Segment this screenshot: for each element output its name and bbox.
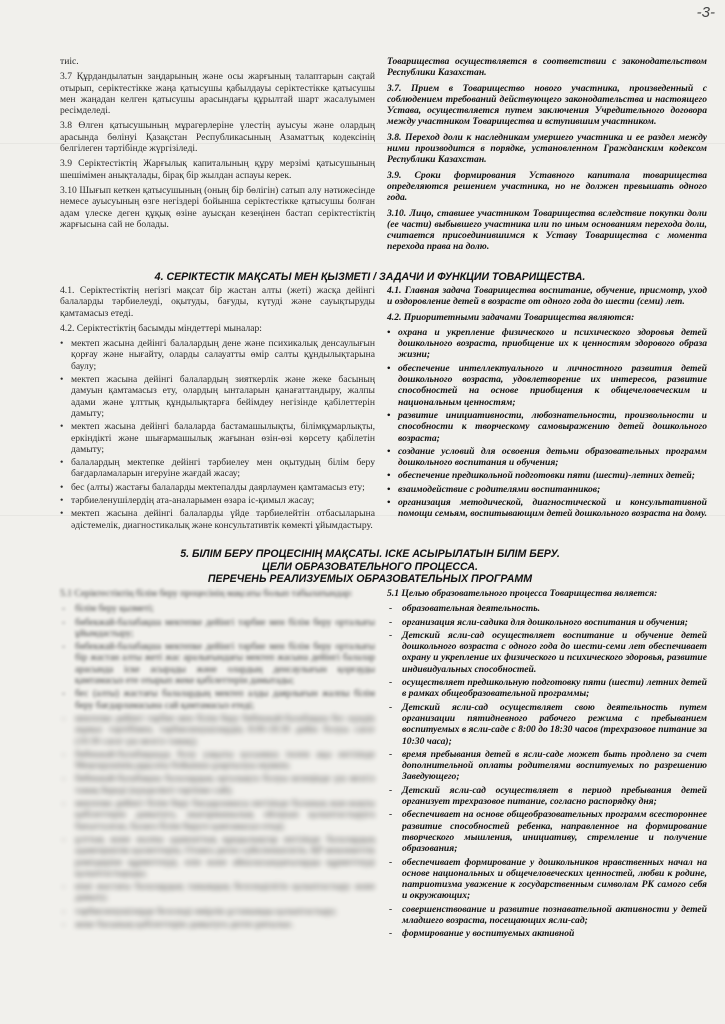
list-item: • мектеп жасына дейінгі балалардың дене және психикалық денсаулығын қорғау және нығайту, оларды салауатты өмір салты құндылықтарына баулу; — [60, 338, 375, 372]
paragraph-3-7-kk: 3.7 Құрдандылатын заңдарының және осы жарғының талаптарын сақтай отырып, серіктестікке жаңа қатысушы қабылдауы серіктестікке қатысушы мен жаңадан келген қатысушы арасындағы құрылтай шарт жасалуымен ресімделеді. — [60, 71, 375, 117]
blurred-region-top — [60, 588, 375, 711]
list-item: • обеспечение предшкольной подготовки пяти (шести)-летних детей; — [387, 470, 707, 481]
paragraph-5-1-kk: 5.1 Серіктестіктің білім беру процесінің мақсаты болып табылатындар: — [60, 588, 353, 599]
paragraph-3-9-ru: 3.9. Сроки формирования Уставного капитала товарищества определяются решением участника, но не должен превышать одного года. — [387, 169, 707, 204]
list-item: - бес (алты) жастағы балалардың мектеп алды даярлығын жалпы білім беру бағдарламасына сай қамтамасыз етеді; — [60, 688, 375, 711]
paragraph-4-2-kk: 4.2. Серіктестіктің басымды міндеттері мыналар: — [60, 322, 262, 334]
paragraph-3-8-kk: 3.8 Өлген қатысушының мұрагерлеріне үлестің ауысуы және олардың арасында бөлінуі Қазақстан Республикасының Азаматтық кодексінің белгілеген тәртібінде жүргізіледі. — [60, 120, 375, 155]
list-item: • создание условий для освоения детьми образовательных программ дошкольного воспитания и обучения; — [387, 446, 707, 469]
list-item: • взаимодействие с родителями воспитанников; — [387, 484, 707, 495]
task-list-kk — [60, 338, 375, 531]
list-item: • мектеп жасына дейінгі балаларда бастамашылықты, білімқұмарлықты, еркіндікті және шығармашылық жағынан өзін-өзі көрсету қабілетін дамыту; — [60, 421, 375, 455]
list-item: • тәрбиеленушілердің ата-аналарымен өзара іс-қимыл жасау; — [60, 495, 375, 506]
list-item: - бөбекжай-балабақша мектепке дейінгі тәрбие мен білім беру орталығы бір жастан алты жеті жас аралығындағы мектеп жасына дейінгі балалар арасында іске асырады және олардың денсаулығын қорғауды қамтамасыз ете отырып жеке қабілеттерін дамытады; — [60, 641, 375, 686]
list-item: - Детский ясли-сад осуществляет свою деятельность путем организации пятидневного рабочего режима с пребыванием воспитуемых в ясли-саде с 8:00 до 18:30 часов (трехразовое питание за 10:30 часа); — [387, 702, 707, 747]
list-item: - совершенствование и развитие познавательной активности у детей младшего возраста, посещающих ясли-сад; — [387, 904, 707, 927]
list-item: - образовательная деятельность. — [387, 603, 707, 614]
section-4-kazakh-column — [60, 285, 375, 533]
section-5-russian-column — [387, 588, 707, 942]
list-item: • развитие инициативности, любознательности, произвольности и способности к творческому самовыражению детей дошкольного возраста; — [387, 410, 707, 444]
list-item: - тәрбиеленушілерде белсенді өмірлік ұстанымды қалыптастыру; — [60, 906, 375, 917]
task-list-ru — [387, 327, 707, 520]
list-item: - мектепке дейінгі білім беру бағдарламасы негізінде баланың жан-жақты қабілеттерін дамытуға, шығармашылық ойлауын қалыптастыруға бағытталған, балаға білім беруге қамтамасыз етеді; — [60, 798, 375, 832]
page-number: -3- — [696, 4, 715, 21]
paragraph-3-7-ru: 3.7. Прием в Товарищество нового участника, произведенный с соблюдением требований действующего законодательства и настоящего Устава, осуществляется путем заключения Учредительного договора между участником Товарищества и вступившим участником. — [387, 82, 707, 128]
list-item: - осуществляет предшкольную подготовку пяти (шести) летних детей в рамках общеобразовательной программы; — [387, 677, 707, 700]
paragraph-3-8-ru: 3.8. Переход доли к наследникам умершего участника и ее раздел между ними производится в порядке, установленном Гражданским кодексом Республики Казахстан. — [387, 131, 707, 166]
paragraph-5-1-ru: 5.1 Целью образовательного процесса Товарищества является: — [387, 588, 658, 599]
list-item: - обеспечивает формирование у дошкольников нравственных начал на основе национальных и общечеловеческих ценностей, любви к родине, патриотизма уважение к государственным символам РК самого себя и окружающих; — [387, 857, 707, 902]
paragraph-4-2-ru: 4.2. Приоритетными задачами Товарищества являются: — [387, 311, 635, 323]
list-item: - время пребывания детей в ясли-саде может быть продлено за счет дополнительной оплаты родителями воспитуемых по разрешению Заведующего; — [387, 749, 707, 783]
list-item: • мектеп жасына дейінгі балалардың зияткерлік және жеке басының дамуын қамтамасыз ету, олардың ынталарын қанағаттандыру, жалпы адами және ұлттық құндылықтарға бейімдеу негізінде қабілеттерін дамыту; — [60, 374, 375, 419]
list-item: - мектепке дейінгі тәрбие мен білім беру бөбекжай-балабақша бес күндік жұмыс тәртібімен, тәрбиеленушілердің 8:00-18:30 дейін болуы сағат (10:30 сағат үш мезгіл тамақ); — [60, 713, 375, 747]
paragraph-3-10-kk: 3.10 Шығып кеткен қатысушының (оның бір бөлігін) сатып алу нәтижесінде немесе ауысуының өзге негіздері бойынша серіктестікке қатысушы болған адам үлеске деген құқық өзіне ауысқан кезеңінен бастап серіктестіктің жарғысына сай не болады. — [60, 184, 375, 230]
list-item: - білім беру қызметі; — [60, 603, 375, 614]
upper-kazakh-column — [60, 56, 375, 234]
paragraph-4-1-ru: 4.1. Главная задача Товарищества воспитание, обучение, присмотр, уход и оздоровление детей в возрасте от одного года до шести (семи) лет. — [387, 285, 707, 308]
section-5-heading-line-1: 5. БІЛІМ БЕРУ ПРОЦЕСІНІҢ МАҚСАТЫ. ІСКЕ АСЫРЫЛАТЫН БІЛІМ БЕРУ. — [180, 548, 560, 560]
paragraph-4-1-kk: 4.1. Серіктестіктің негізгі мақсат бір жастан алты (жеті) жасқа дейінгі балаларды тәрбиелеуді, оқытуды, бағуды, күтуді және сауықтыруды қамтамасыз етеді. — [60, 285, 375, 319]
list-item: • балалардың мектепке дейінгі тәрбиелеу мен оқытудың білім беру бағдарламаларын игеруіне жағдай жасау; — [60, 457, 375, 480]
section-4-russian-column — [387, 285, 707, 522]
blurred-region-bottom — [60, 713, 375, 930]
goal-list-ru — [387, 603, 707, 939]
list-item: • обеспечение интеллектуального и личностного развития детей дошкольного возраста, удовлетворение их интересов, развитие способностей на основе приобщения к общечеловеческим и национальным ценностям; — [387, 363, 707, 408]
paragraph-3-10-ru: 3.10. Лицо, ставшее участником Товарищества вследствие покупки доли (ее части) выбывшего участника или по иным основаниям перехода доли, считается присоединившимся к Уставу Товарищества с момента перехода права на долю. — [387, 207, 707, 253]
list-item: • мектеп жасына дейінгі балаларды үйде тәрбиелейтін отбасыларына әдістемелік, диагностикалық және консультативтік көмекті ұйымдастыру. — [60, 508, 375, 531]
paragraph: Товарищества осуществляется в соответствии с законодательством Республики Казахстан. — [387, 56, 707, 79]
list-item: • бес (алты) жастағы балаларды мектепалды даярлаумен қамтамасыз ету; — [60, 482, 375, 493]
list-item: - ұлттық және жалпы адамзаттық құндылықтар негізінде балалардың адамгершілік қасиеттерін, Отанға деген сүйіспеншілігін, ҚР мемлекеттік рәміздеріне құрметтеуді, өзін және айналасындағыларды құрметтеуді қалыптастырады; — [60, 834, 375, 879]
section-5-heading-line-3: ПЕРЕЧЕНЬ РЕАЛИЗУЕМЫХ ОБРАЗОВАТЕЛЬНЫХ ПРОГРАММ — [207, 573, 533, 585]
list-item: • охрана и укрепление физического и психического здоровья детей дошкольного возраста, приобщение их к ценностям здорового образа жизни; — [387, 327, 707, 361]
goal-list-kk-top — [60, 603, 375, 711]
list-item: - формирование у воспитуемых активной — [387, 928, 707, 939]
section-5-heading — [30, 548, 710, 586]
section-5-kazakh-column — [60, 588, 375, 932]
list-item: - Детский ясли-сад осуществляет в период пребывания детей организует трехразовое питание, согласно распорядку дня; — [387, 785, 707, 808]
list-item: - бөбекжай-балабақшада болу уақыты қосымша төлем ақы негізінде Меңгерушінің рұқсаты бойынша ұзартылуы мүмкін; — [60, 749, 375, 772]
list-item: • организация методической, диагностической и консультативной помощи семьям, воспитывающим детей дошкольного возраста на дому. — [387, 497, 707, 520]
list-item: - бөбекжай-балабақша мектепке дейінгі тәрбие мен білім беру орталығы ұйымдастыру; — [60, 617, 375, 640]
paragraph-3-9-kk: 3.9 Серіктестіктің Жарғылық капиталының құру мерзімі қатысушының шешімімен анықталады, бірақ бір жылдан аспауы керек. — [60, 158, 375, 181]
goal-list-kk-bottom — [60, 713, 375, 930]
list-item: - организация ясли-садика для дошкольного воспитания и обучения; — [387, 617, 707, 628]
list-item: - обеспечивает на основе общеобразовательных программ всестороннее развитие способностей ребенка, направленное на формирование творческого мышления, инициативу, стремление и получение образования; — [387, 809, 707, 854]
list-item: - жеке басының қабілеттерін дамытуға деген ұмтылыс. — [60, 919, 375, 930]
section-5-heading-line-2: ЦЕЛИ ОБРАЗОВАТЕЛЬНОГО ПРОЦЕССА. — [262, 560, 478, 573]
list-item: - кіші жастағы балалардың танымдық белсенділігін қалыптастыру және дамыту; — [60, 881, 375, 904]
paragraph: тиіс. — [60, 56, 79, 67]
list-item: - Детский ясли-сад осуществляет воспитание и обучение детей дошкольного возраста с одного года до шести-семи лет обеспечивает охрану и укрепление их физического и психического здоровья, развитие индивидуальных способностей. — [387, 630, 707, 675]
section-4-heading: 4. СЕРІКТЕСТІК МАҚСАТЫ МЕН ҚЫЗМЕТІ / ЗАДАЧИ И ФУНКЦИИ ТОВАРИЩЕСТВА. — [154, 271, 586, 283]
upper-russian-column — [387, 56, 707, 257]
list-item: - бөбекжай-балабақша балалардың орталықта болуы кезеңінде үш мезгіл тамақ береді (күнделікті тәртіпке сай); — [60, 773, 375, 796]
